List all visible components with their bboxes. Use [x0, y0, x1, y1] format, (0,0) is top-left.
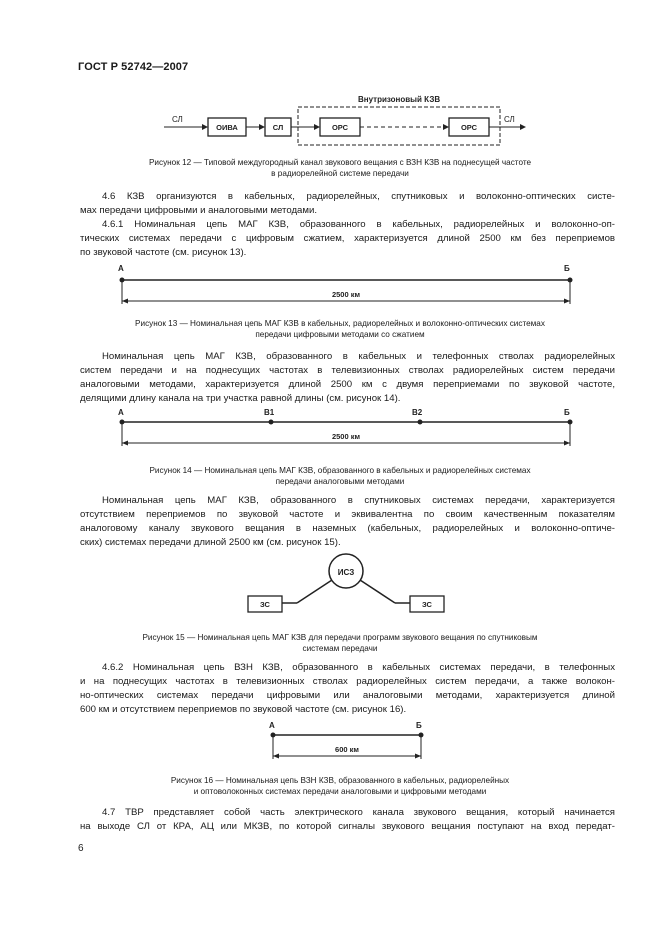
svg-text:ЗС: ЗС	[422, 600, 432, 609]
figure-12-diagram	[160, 92, 530, 147]
point-b-label: Б	[564, 264, 570, 273]
point-a-label: А	[269, 721, 275, 730]
point-v1-label: В1	[264, 408, 275, 417]
paragraph-4-6-1: 4.6.1 Номинальная цепь МАГ КЗВ, образованного в кабельных, радиорелейных и волоконно-оп- тических системах передачи с цифровым сжатием, характеризуется длиной 2500 км без переприемов по звуковой частоте (см. рисунок 13).	[80, 219, 615, 258]
figure-13-diagram	[110, 262, 580, 307]
point-v2-node	[418, 420, 423, 425]
svg-text:ОРС: ОРС	[460, 123, 478, 132]
svg-text:ЗС: ЗС	[260, 600, 270, 609]
figure-16-diagram	[260, 717, 435, 762]
paragraph-4-6: 4.6 КЗВ организуются в кабельных, радиорелейных, спутниковых и волоконно-оптических систе- мах передачи цифровыми и аналоговыми методами.	[80, 191, 615, 216]
figure-14-caption: Рисунок 14 — Номинальная цепь МАГ КЗВ, образованного в кабельных и радиорелейных системах передачи аналоговыми методами	[149, 466, 531, 486]
point-a-label: А	[118, 408, 124, 417]
length-label: 2500 км	[331, 290, 361, 299]
paragraph-4-6-2: 4.6.2 Номинальная цепь ВЗН КЗВ, образованного в кабельных системах передачи, в телефонных и на поднесущих частотах в телевизионных стволах радиорелейных систем передачи, а также волокон- но-оптических системах передачи цифровыми или аналоговыми методами, характеризуется длиной 600 км и отсутствием переприемов по звуковой частоте (см. рисунок 16).	[80, 662, 615, 715]
paragraph-mag-analog: Номинальная цепь МАГ КЗВ, образованного в кабельных и телефонных стволах радиорелейных систем передачи и на поднесущих частотах в телевизионных стволах радиорелейных систем передачи аналоговыми методами, характеризуется длиной 2500 км с двумя переприемами по звуковой частоте, делящими длину канала на три участка равной длины (см. рисунок 14).	[80, 351, 615, 404]
figure-12-caption: Рисунок 12 — Типовой междугородный канал звукового вещания с ВЗН КЗВ на поднесущей частоте в радиорелейной системе передачи	[148, 158, 532, 178]
length-label: 2500 км	[331, 432, 361, 441]
figure-15-diagram	[240, 550, 465, 625]
point-v2-label: В2	[412, 408, 423, 417]
document-header: ГОСТ Р 52742—2007	[78, 61, 189, 73]
figure-13-caption: Рисунок 13 — Номинальная цепь МАГ КЗВ в кабельных, радиорелейных и волоконно-оптических системах передачи цифровыми методами со сжатием	[135, 319, 545, 339]
paragraph-4-7: 4.7 ТВР представляет собой часть электрического канала звукового вещания, который начинается на выходе СЛ от КРА, АЦ или МКЗВ, по которой сигналы звукового вещания поступают на вход передат-	[80, 807, 615, 832]
figure-15-caption: Рисунок 15 — Номинальная цепь МАГ КЗВ для передачи программ звукового вещания по спутниковым системам передачи	[142, 633, 538, 653]
figure-14-diagram	[110, 404, 580, 449]
satellite-label: ИСЗ	[337, 568, 355, 577]
inner-zone-label: Внутризоновый КЗВ	[358, 95, 441, 104]
svg-text:ОИВА: ОИВА	[216, 123, 238, 132]
input-line-label: СЛ	[172, 115, 183, 124]
point-a-label: А	[118, 264, 124, 273]
length-label: 600 км	[335, 745, 359, 754]
point-b-label: Б	[416, 721, 422, 730]
page-number: 6	[78, 843, 84, 854]
svg-text:СЛ: СЛ	[272, 123, 284, 132]
output-line-label: СЛ	[504, 115, 515, 124]
paragraph-satellite: Номинальная цепь МАГ КЗВ, образованного в спутниковых системах передачи, характеризуется отсутствием переприемов по звуковой частоте и эквивалентна по своим качественным показателям аналоговому каналу звукового вещания в наземных (кабельных, радиорелейных и волоконно-оптиче- ских) системах передачи длиной 2500 км (см. рисунок 15).	[80, 495, 615, 548]
figure-16-caption: Рисунок 16 — Номинальная цепь ВЗН КЗВ, образованного в кабельных, радиорелейных и оптоволоконных системах передачи аналоговыми и цифровыми методами	[170, 776, 510, 796]
svg-text:ОРС: ОРС	[331, 123, 349, 132]
point-v1-node	[269, 420, 274, 425]
point-b-label: Б	[564, 408, 570, 417]
